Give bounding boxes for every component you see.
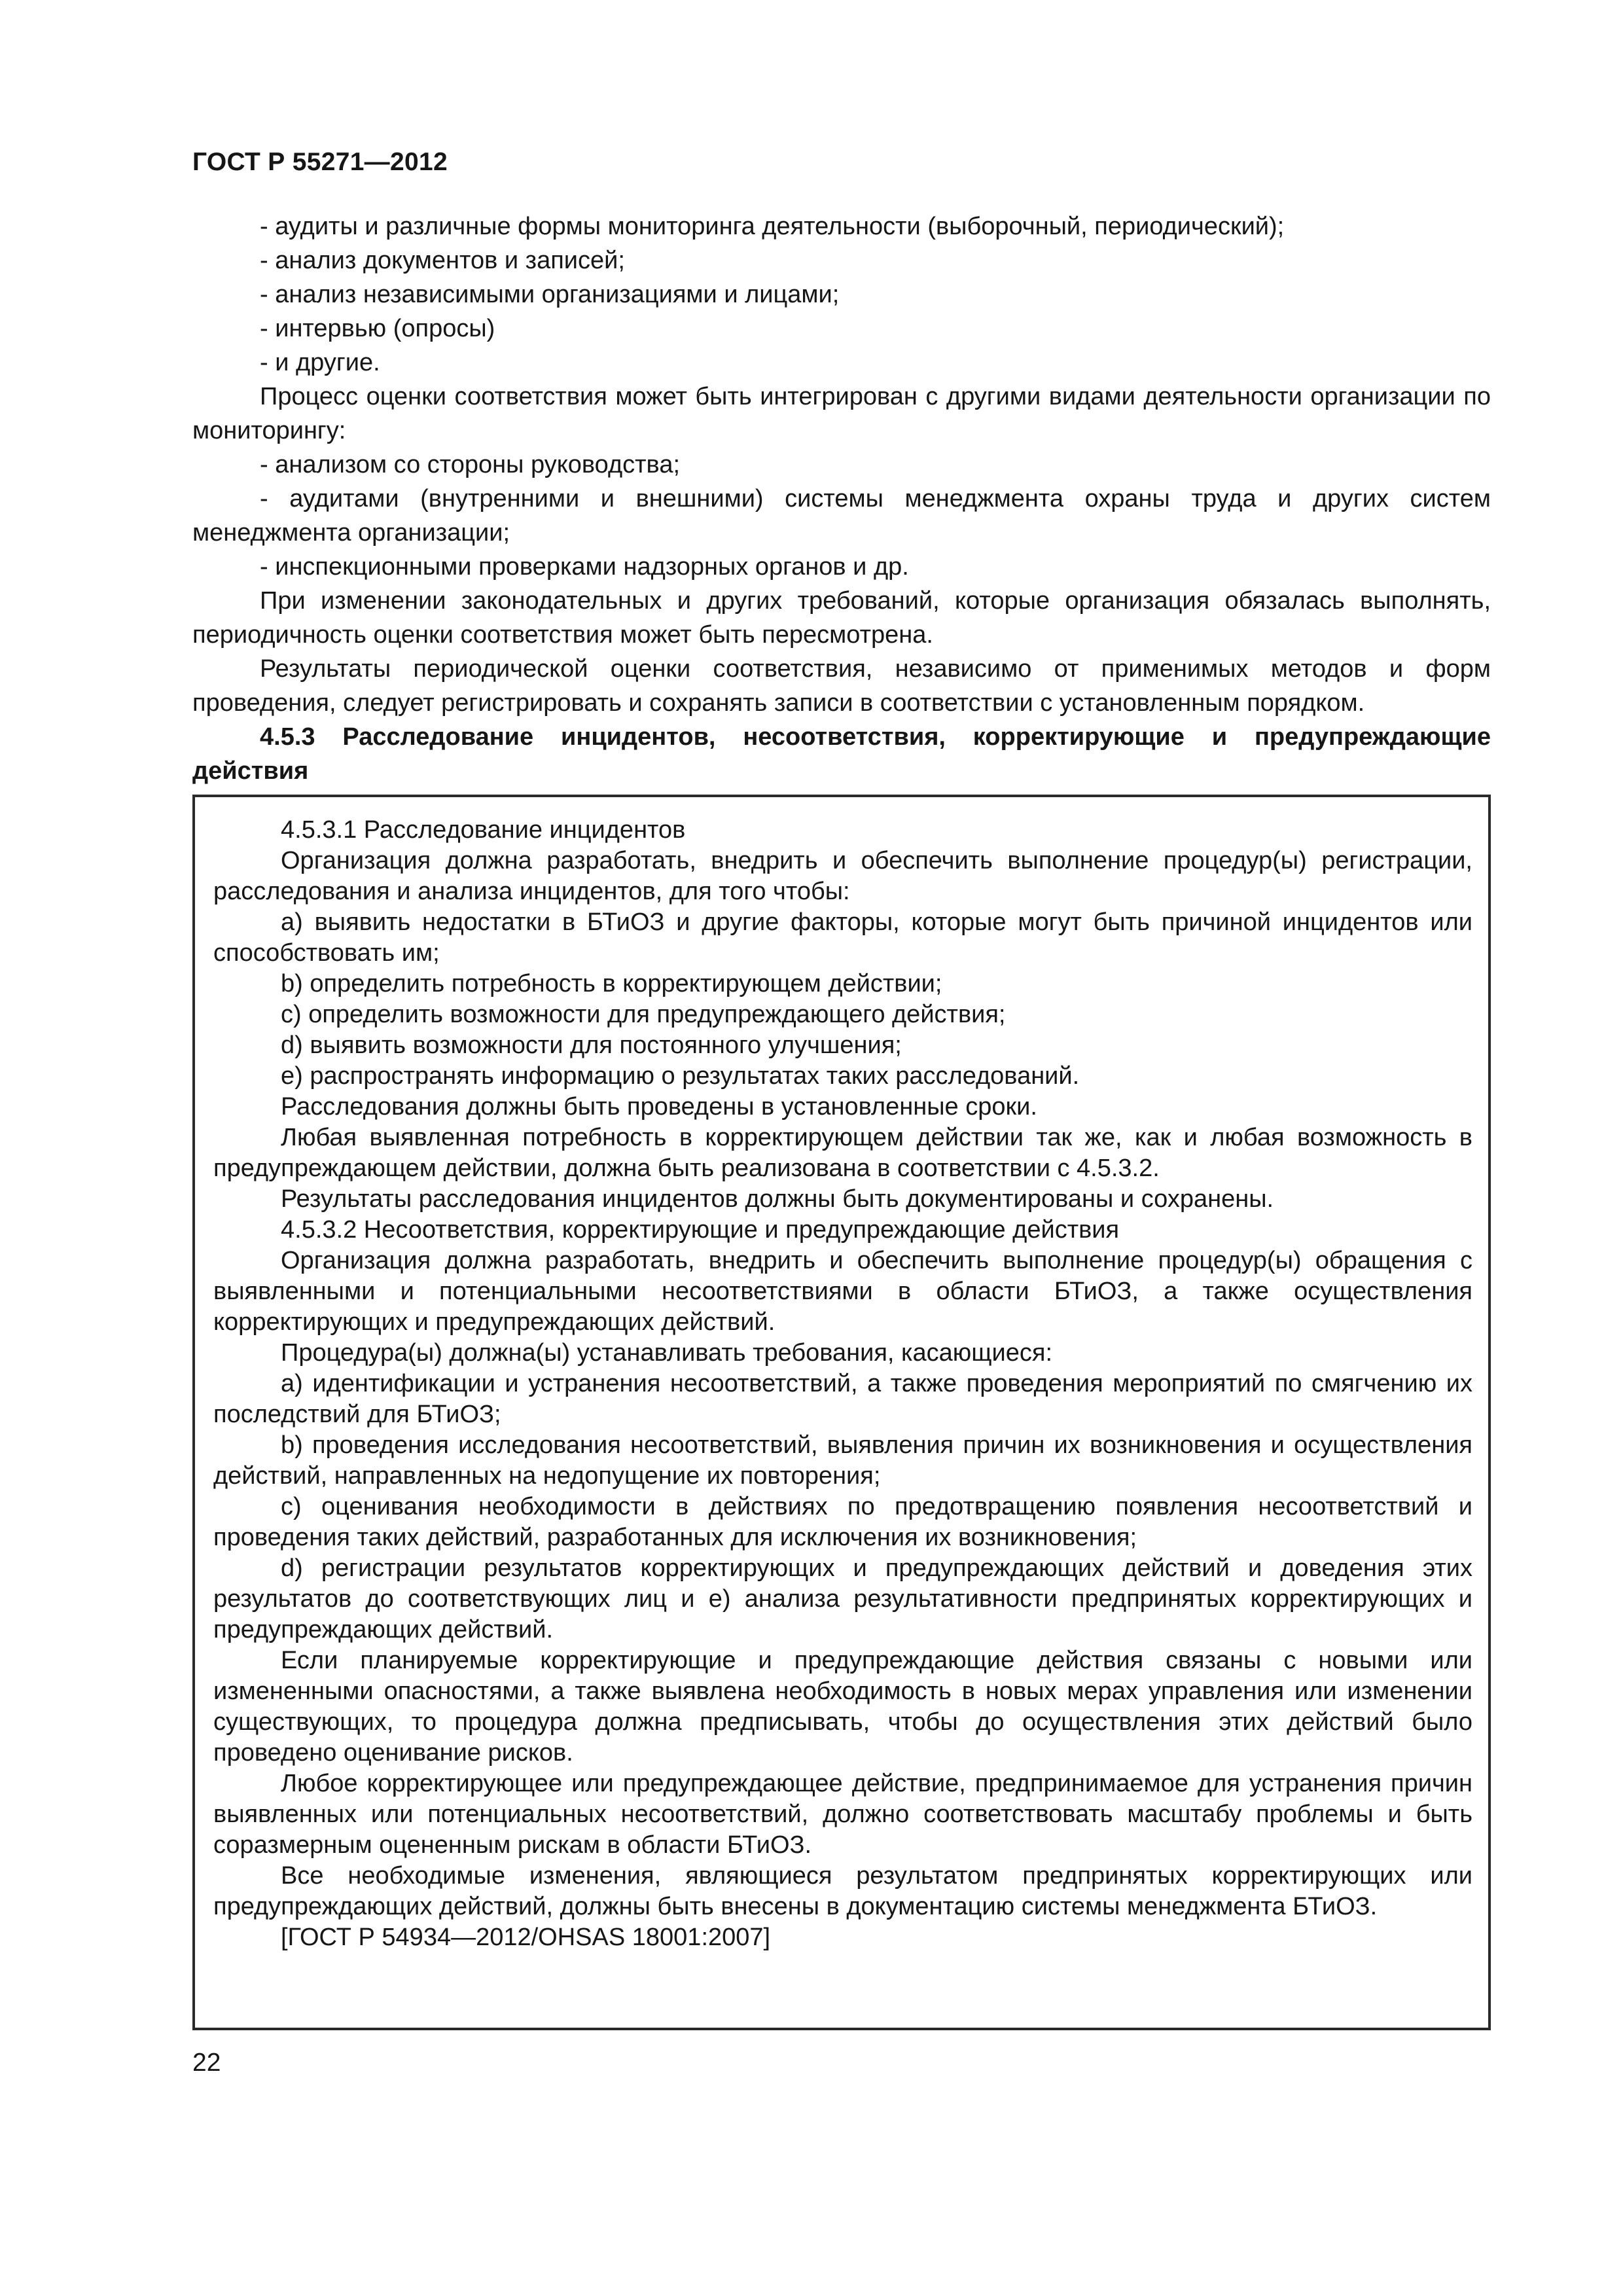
paragraph: Если планируемые корректирующие и предупреждающие действия связаны с новыми или измененными опасностями, а также выявлена необходимость в новых мерах управления или изменении существующих, то процедура должна предписывать, чтобы до осуществления этих действий было проведено оценивание рисков. [213,1647,1472,1767]
paragraph: Результаты расследования инцидентов должны быть документированы и сохранены. [281,1185,1274,1213]
paragraph: Процедура(ы) должна(ы) устанавливать требования, касающиеся: [281,1339,1053,1367]
list-item: a) идентификации и устранения несоответствий, а также проведения мероприятий по смягчению их последствий для БТиОЗ; [213,1370,1472,1428]
paragraph: Все необходимые изменения, являющиеся результатом предпринятых корректирующих или предупреждающих действий, должны быть внесены в документацию системы менеджмента БТиОЗ. [213,1862,1472,1920]
page-number: 22 [192,2049,221,2077]
list-item: c) определить возможности для предупреждающего действия; [281,1001,1006,1028]
list-item: b) проведения исследования несоответствий, выявления причин их возникновения и осуществления действий, направленных на недопущение их повторения; [213,1431,1472,1490]
source-reference: [ГОСТ Р 54934—2012/OHSAS 18001:2007] [281,1924,771,1951]
page-header-standard-code: ГОСТ Р 55271—2012 [192,148,448,176]
list-item: a) выявить недостатки в БТиОЗ и другие факторы, которые могут быть причиной инцидентов или способствовать им; [213,908,1472,967]
list-item: c) оценивания необходимости в действиях по предотвращению появления несоответствий и проведения таких действий, разработанных для исключения их возникновения; [213,1493,1472,1551]
list-item: - анализ независимыми организациями и лицами; [260,281,840,308]
paragraph: Результаты периодической оценки соответствия, независимо от применимых методов и форм проведения, следует регистрировать и сохранять записи в соответствии с установленным порядком. [192,655,1491,717]
list-item: - аудитами (внутренними и внешними) системы менеджмента охраны труда и других систем менеджмента организации; [192,485,1491,547]
list-item: e) распространять информацию о результатах таких расследований. [281,1062,1080,1090]
quoted-standard-text [213,815,1472,1953]
paragraph: При изменении законодательных и других требований, которые организация обязалась выполнять, периодичность оценки соответствия может быть пересмотрена. [192,587,1491,649]
paragraph: Любое корректирующее или предупреждающее действие, предпринимаемое для устранения причин выявленных или потенциальных несоответствий, должно соответствовать масштабу проблемы и быть соразмерным оцененным рискам в области БТиОЗ. [213,1770,1472,1859]
paragraph: Организация должна разработать, внедрить и обеспечить выполнение процедур(ы) регистрации, расследования и анализа инцидентов, для того чтобы: [213,847,1472,905]
list-item: - анализом со стороны руководства; [260,451,681,478]
paragraph: Любая выявленная потребность в корректирующем действии так же, как и любая возможность в предупреждающем действии, должна быть реализована в соответствии с 4.5.3.2. [213,1124,1472,1182]
list-item: d) выявить возможности для постоянного улучшения; [281,1031,902,1059]
subsection-title: 4.5.3.1 Расследование инцидентов [281,816,686,844]
list-item: - анализ документов и записей; [260,247,625,274]
list-item: b) определить потребность в корректирующем действии; [281,970,942,997]
subsection-title: 4.5.3.2 Несоответствия, корректирующие и предупреждающие действия [281,1216,1120,1244]
list-item: - и другие. [260,349,380,376]
body-text [192,209,1491,788]
list-item: - инспекционными проверками надзорных органов и др. [260,553,909,581]
quoted-standard-box [192,795,1491,2030]
list-item: - интервью (опросы) [260,315,495,342]
section-heading: 4.5.3 Расследование инцидентов, несоответствия, корректирующие и предупреждающие действия [192,723,1491,785]
paragraph: Расследования должны быть проведены в установленные сроки. [281,1093,1037,1121]
paragraph: Процесс оценки соответствия может быть интегрирован с другими видами деятельности организации по мониторингу: [192,383,1491,444]
paragraph: Организация должна разработать, внедрить и обеспечить выполнение процедур(ы) обращения с выявленными и потенциальными несоответствиями в области БТиОЗ, а также осуществления корректирующих и предупреждающих действий. [213,1247,1472,1336]
list-item: - аудиты и различные формы мониторинга деятельности (выборочный, периодический); [260,213,1285,240]
list-item: d) регистрации результатов корректирующих и предупреждающих действий и доведения этих результатов до соответствующих лиц и e) анализа результативности предпринятых корректирующих и предупреждающих действий. [213,1554,1472,1643]
